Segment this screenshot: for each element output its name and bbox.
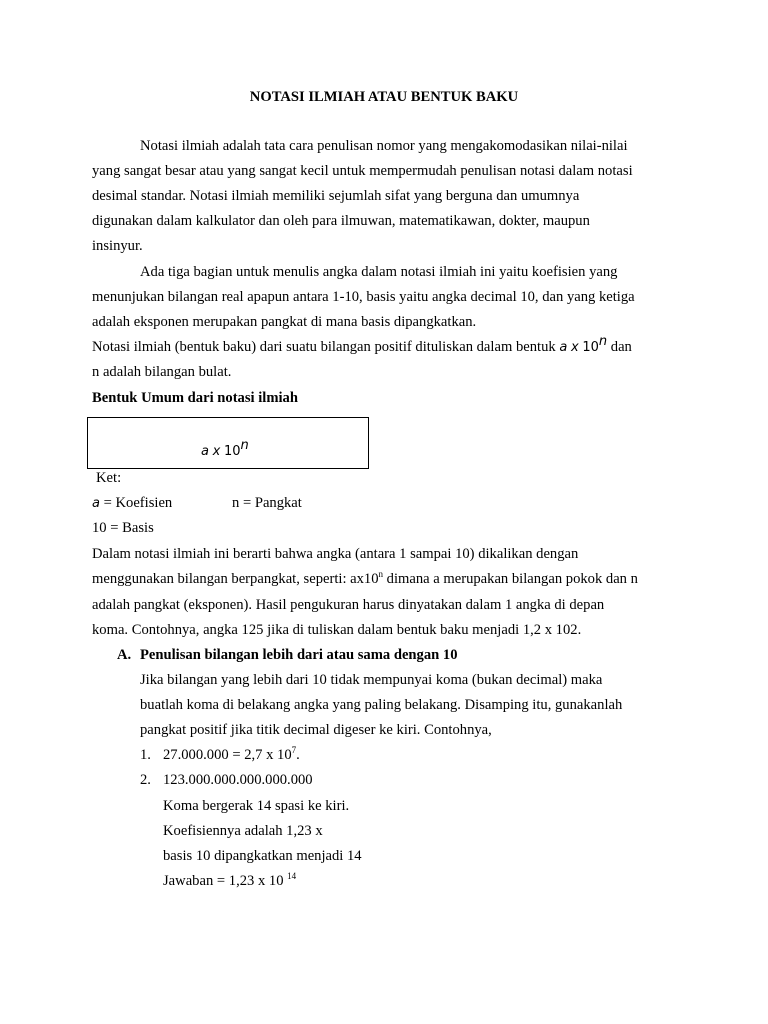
- formula-box: [87, 417, 369, 469]
- text: Notasi ilmiah (bentuk baku) dari suatu bilangan positif dituliskan dalam bentuk: [92, 339, 556, 355]
- paragraph-line: insinyur.: [92, 238, 143, 254]
- math-var-a: a: [92, 496, 100, 511]
- math-exponent: n: [598, 334, 608, 349]
- paragraph-line: digunakan dalam kalkulator dan oleh para ilmuwan, matematikawan, dokter, maupun: [92, 213, 590, 229]
- list-item: [163, 746, 300, 764]
- list-number: 2.: [140, 772, 151, 788]
- text: 27.000.000 = 2,7 x 10: [163, 747, 292, 763]
- list-number: 1.: [140, 747, 151, 763]
- superscript: 14: [287, 871, 297, 881]
- text: Jawaban = 1,23 x 10: [163, 873, 288, 889]
- math-exponent: n: [240, 438, 249, 453]
- paragraph-line: desimal standar. Notasi ilmiah memiliki sejumlah sifat yang berguna dan umumnya: [92, 188, 580, 204]
- paragraph-line: Jika bilangan yang lebih dari 10 tidak mempunyai koma (bukan decimal) maka: [140, 672, 603, 688]
- paragraph-line: pangkat positif jika titik decimal digeser ke kiri. Contohnya,: [140, 722, 492, 738]
- math-times: x: [212, 444, 221, 459]
- paragraph-line: adalah eksponen merupakan pangkat di mana basis dipangkatkan.: [92, 314, 477, 330]
- paragraph-line: n adalah bilangan bulat.: [92, 364, 232, 380]
- paragraph-line: adalah pangkat (eksponen). Hasil pengukuran harus dinyatakan dalam 1 angka di depan: [92, 597, 605, 613]
- paragraph-line: yang sangat besar atau yang sangat kecil untuk mempermudah penulisan notasi dalam notasi: [92, 163, 633, 179]
- ket-koefisien: [92, 494, 172, 513]
- paragraph-line: [92, 570, 638, 588]
- section-heading: Penulisan bilangan lebih dari atau sama dengan 10: [140, 647, 458, 663]
- text: = Koefisien: [99, 495, 173, 511]
- text: dimana a merupakan bilangan pokok dan n: [383, 571, 638, 587]
- paragraph-line: buatlah koma di belakang angka yang paling belakang. Disamping itu, gunakanlah: [140, 697, 623, 713]
- document-title: NOTASI ILMIAH ATAU BENTUK BAKU: [249, 89, 519, 105]
- math-base: 10: [582, 340, 599, 355]
- math-base: 10: [223, 444, 241, 459]
- text: dan: [610, 339, 632, 355]
- paragraph-line: menunjukan bilangan real apapun antara 1-10, basis yaitu angka decimal 10, dan yang ketiga: [92, 289, 635, 305]
- paragraph-line: koma. Contohnya, angka 125 jika di tuliskan dalam bentuk baku menjadi 1,2 x 102.: [92, 622, 582, 638]
- list-item: 123.000.000.000.000.000: [163, 772, 313, 788]
- math-var-a: a: [201, 444, 209, 459]
- text: menggunakan bilangan berpangkat, seperti: ax10: [92, 571, 379, 587]
- list-subline: Koefisiennya adalah 1,23 x: [163, 823, 323, 839]
- list-marker: A.: [117, 647, 132, 663]
- answer-line: [163, 872, 296, 890]
- paragraph-line: Dalam notasi ilmiah ini berarti bahwa angka (antara 1 sampai 10) dikalikan dengan: [92, 546, 579, 562]
- superscript: 7: [291, 745, 297, 755]
- math-times: x: [570, 340, 579, 355]
- list-subline: basis 10 dipangkatkan menjadi 14: [163, 848, 362, 864]
- ket-label: Ket:: [96, 470, 122, 486]
- paragraph-line: Notasi ilmiah adalah tata cara penulisan nomor yang mengakomodasikan nilai-nilai: [140, 138, 628, 154]
- ket-basis: 10 = Basis: [92, 520, 154, 536]
- formula: [201, 438, 249, 461]
- section-heading: Bentuk Umum dari notasi ilmiah: [92, 390, 298, 406]
- math-var-a: a: [559, 340, 568, 355]
- paragraph-line: Ada tiga bagian untuk menulis angka dalam notasi ilmiah ini yaitu koefisien yang: [140, 264, 618, 280]
- ket-pangkat: n = Pangkat: [232, 495, 302, 511]
- superscript: n: [378, 569, 384, 579]
- paragraph-line: [92, 334, 632, 357]
- text: .: [296, 747, 300, 763]
- list-subline: Koma bergerak 14 spasi ke kiri.: [163, 798, 350, 814]
